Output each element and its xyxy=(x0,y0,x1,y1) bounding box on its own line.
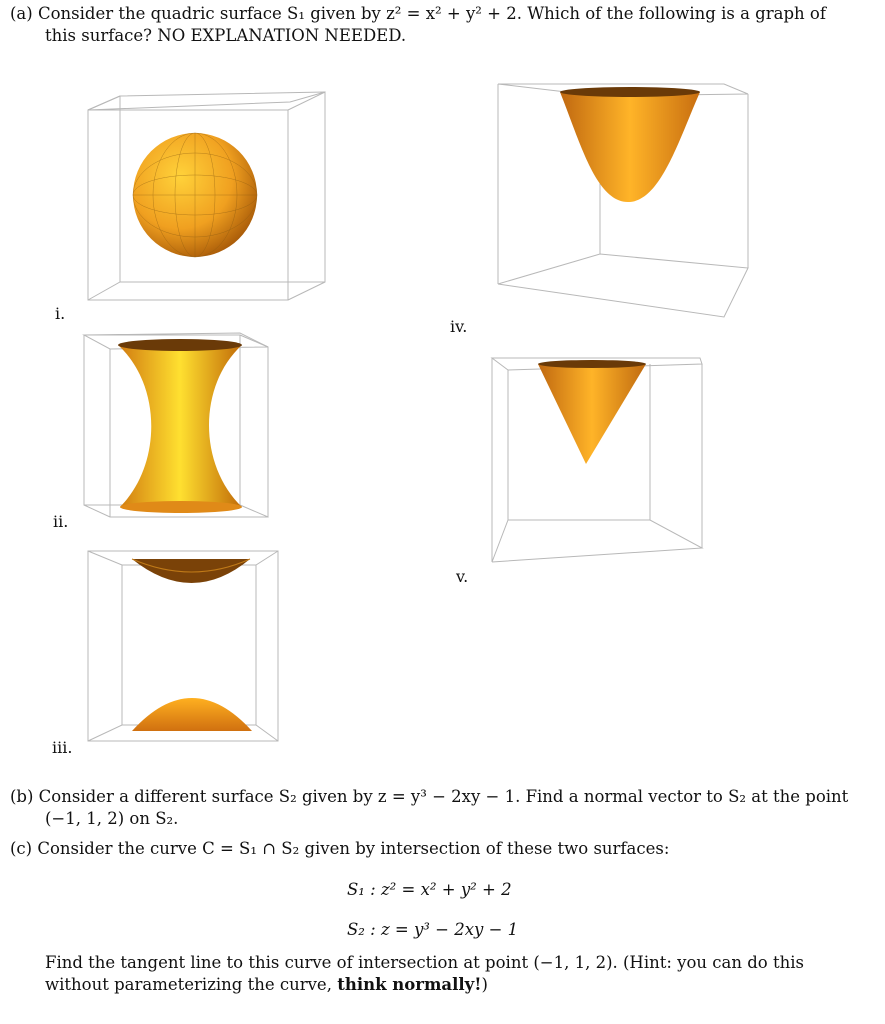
figure-ii-label: ii. xyxy=(53,512,69,531)
figure-v-label: v. xyxy=(456,567,469,586)
part-c-line-4-end: ) xyxy=(481,975,488,994)
part-a-line-1: (a) Consider the quadric surface S₁ given by z² = x² + y² + 2. Which of the following is a graph of xyxy=(10,4,826,23)
part-c-line-3: Find the tangent line to this curve of intersection at point (−1, 1, 2). (Hint: you can do this xyxy=(45,953,804,972)
equation-s1: S₁ : z² = x² + y² + 2 xyxy=(347,880,512,899)
figure-ii-hyperboloid-one-sheet xyxy=(80,325,280,525)
part-a-line-2: this surface? NO EXPLANATION NEEDED. xyxy=(45,26,407,45)
part-c-bold-hint: think normally! xyxy=(337,975,482,994)
part-c-line-4-text: without parameterizing the curve, xyxy=(45,975,338,994)
paraboloid-surface xyxy=(560,92,700,202)
part-c-line-4 xyxy=(45,975,488,995)
equation-s2: S₂ : z = y³ − 2xy − 1 xyxy=(347,920,519,939)
upper-sheet xyxy=(132,559,250,583)
figure-iv-label: iv. xyxy=(450,317,468,336)
figure-v-cone xyxy=(478,350,728,570)
figure-iii-hyperboloid-two-sheets xyxy=(80,545,295,750)
figure-iii-label: iii. xyxy=(52,738,73,757)
figure-i-sphere xyxy=(80,62,350,327)
lower-sheet xyxy=(132,698,252,731)
cone-surface xyxy=(538,364,646,464)
figure-iv-paraboloid xyxy=(478,72,768,322)
figure-i-label: i. xyxy=(55,304,66,323)
hyperboloid-surface xyxy=(118,345,242,507)
part-c-line-1: (c) Consider the curve C = S₁ ∩ S₂ given by intersection of these two surfaces: xyxy=(10,839,670,858)
part-b-line-2: (−1, 1, 2) on S₂. xyxy=(45,809,179,828)
part-b-line-1: (b) Consider a different surface S₂ given by z = y³ − 2xy − 1. Find a normal vector to S₂ at the point xyxy=(10,787,849,806)
